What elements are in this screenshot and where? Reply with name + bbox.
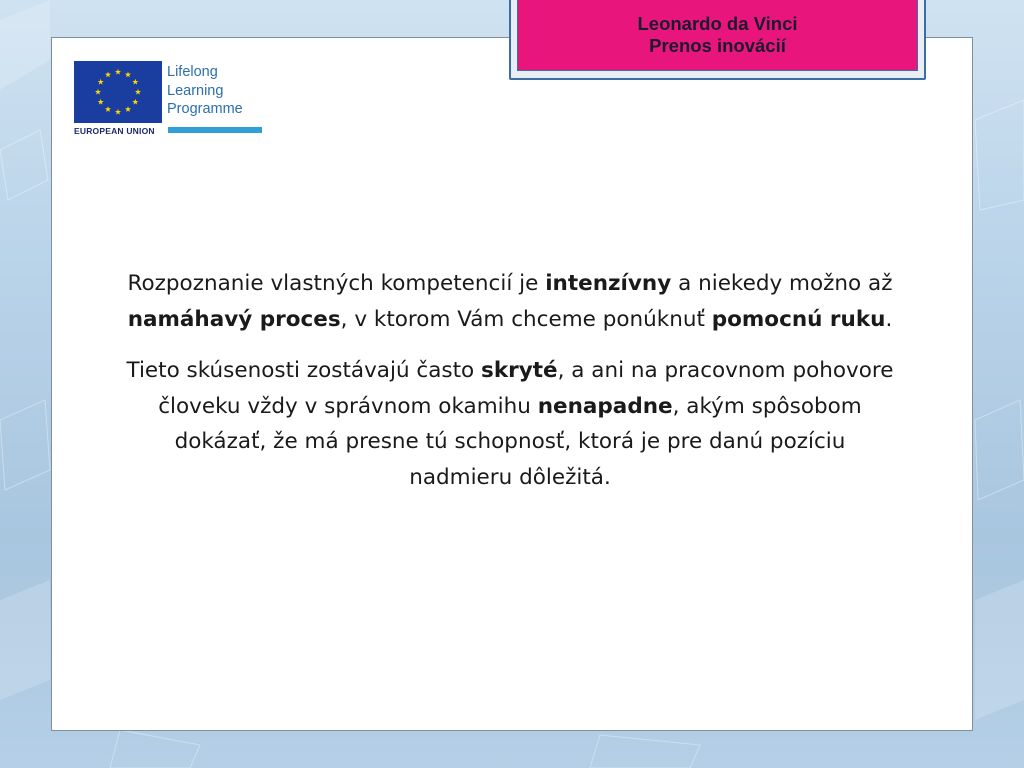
programme-line-2: Learning [167,82,224,99]
badge-title-line-1: Leonardo da Vinci [637,12,798,34]
title-badge-frame [509,0,926,80]
emphasized-text: pomocnú ruku [711,306,886,332]
european-union-label: EUROPEAN UNION [74,126,155,136]
emphasized-text: intenzívny [545,271,672,296]
eu-flag-icon [74,61,162,123]
badge-title-line-2: Prenos inovácií [649,34,786,56]
emphasized-text: nenapadne [537,393,673,419]
emphasized-text: namáhavý proces [127,306,341,332]
programme-line-3: Programme [167,101,243,117]
emphasized-text: skryté [481,358,558,383]
paragraph-1 [120,266,900,337]
programme-name [167,63,243,119]
text-run: , akým spôsobom dokázať, že má presne tú schopnosť, ktorá je pre danú pozíciu nadmieru dôležitá. [174,393,862,490]
text-run: . [885,306,893,332]
main-text [120,266,900,495]
text-run: Tieto skúsenosti zostávajú často [126,358,482,383]
text-run: , v ktorom Vám chceme ponúknuť [340,306,712,332]
title-badge [517,0,918,71]
eu-lifelong-learning-logo [74,61,264,139]
text-run: , a ani na pracovnom pohovore človeku vždy v správnom okamihu [158,358,894,419]
text-run: a niekedy možno až [671,271,893,296]
programme-line-1: Lifelong [167,64,218,80]
paragraph-2 [120,353,900,495]
programme-accent-bar [168,127,262,133]
text-run: Rozpoznanie vlastných kompetencií je [127,271,546,296]
